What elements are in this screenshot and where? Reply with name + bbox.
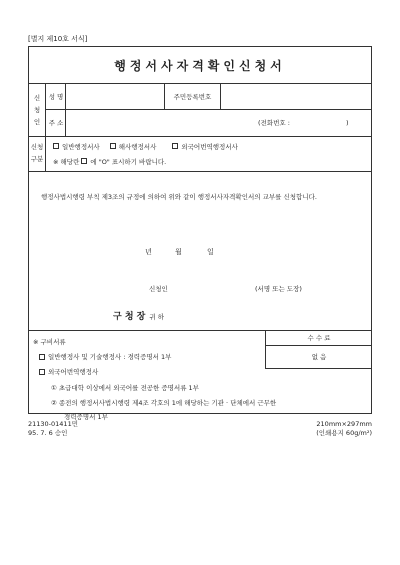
document-sub-item-2: ② 종전의 행정서사법시행령 제4조 각호의 1에 해당하는 기관 · 단체에서 근무한 (51, 399, 277, 407)
application-form (28, 46, 372, 421)
phone-close: ) (346, 118, 349, 127)
document-item-translation: 외국어번역행정사 (39, 367, 98, 376)
paper-spec: 210mm×297mm (인쇄용지 60g/m²) (316, 420, 372, 437)
date-day: 일 (207, 248, 214, 256)
checkbox-icon (39, 354, 45, 360)
form-title: 행정서사자격확인신청서 (114, 58, 286, 73)
option-maritime[interactable]: 해사행정서사 (110, 142, 157, 151)
column-divider (45, 84, 46, 171)
title-row (29, 47, 371, 84)
note-box-icon (81, 158, 87, 164)
resident-number-label: 주민등록번호 (173, 93, 212, 101)
date-year: 년 (145, 248, 152, 256)
addressee: 구 청 장 귀 하 (113, 312, 164, 322)
address-label: 주 소 (48, 119, 64, 127)
date-month: 월 (175, 248, 182, 256)
applicant-label: 신청인 (149, 285, 168, 293)
application-statement: 행정사법시행령 부칙 제3조의 규정에 의하여 위와 같이 행정서사자격확인서의 교부를 신청합니다. (41, 193, 317, 201)
applicant-side-label: 신 청 인 (33, 94, 41, 126)
option-translation[interactable]: 외국어번역행정서사 (172, 142, 238, 151)
fee-label: 수 수 료 (307, 334, 331, 342)
fee-divider (265, 368, 372, 369)
document-sub-item-2-cont: 경력증명서 1부 (64, 413, 108, 421)
checkbox-icon (39, 369, 45, 375)
checkbox[interactable] (110, 143, 116, 149)
option-general[interactable]: 일반행정서사 (53, 142, 100, 151)
name-field[interactable] (66, 85, 163, 108)
resident-number-field[interactable] (221, 85, 371, 108)
category-note: ※ 해당란 에 "O" 표시하기 바랍니다. (53, 157, 167, 166)
form-approval-info: 21130-01411민 95. 7. 6 승인 (28, 420, 78, 437)
fee-value: 없 음 (311, 353, 327, 361)
documents-heading: ※ 구비서류 (33, 338, 66, 346)
category-side-label: 신청 구분 (30, 143, 44, 163)
section-divider (29, 136, 371, 137)
document-item-general: 일반행정사 및 기술행정사 : 경력증명서 1부 (39, 352, 171, 361)
signature-field[interactable]: (서명 또는 도장) (255, 285, 302, 293)
checkbox[interactable] (172, 143, 178, 149)
address-field[interactable] (66, 110, 371, 135)
section-divider (29, 171, 371, 172)
phone-label: (전화번호 : (258, 119, 290, 127)
form-number-label: [별지 제10호 서식] (28, 35, 88, 43)
name-label: 성 명 (48, 93, 64, 101)
category-options (53, 139, 248, 153)
checkbox[interactable] (53, 143, 59, 149)
document-sub-item-1: ① 초급대학 이상에서 외국어를 전공한 증명서류 1부 (51, 384, 199, 392)
